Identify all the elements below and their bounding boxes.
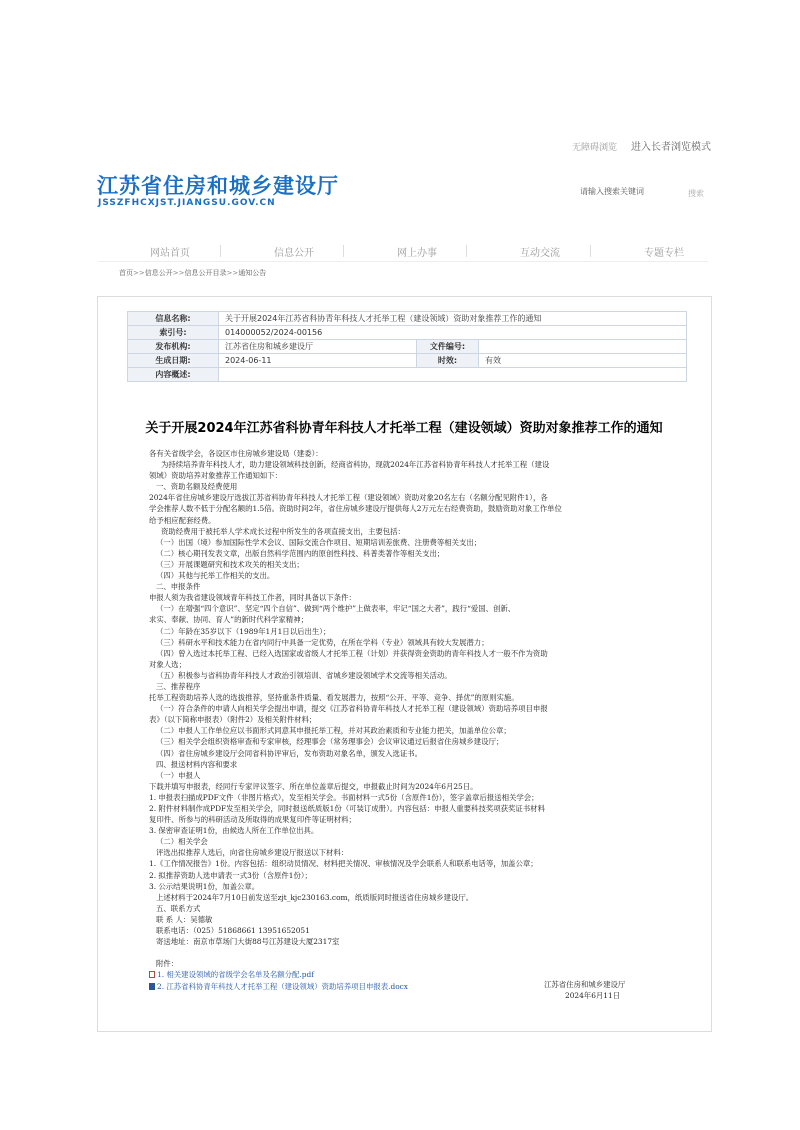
- body-line: 1.《工作情况报告》1份。内容包括：组织动员情况、材料把关情况、审核情况及学会联系人和联系电话等，加盖公章；: [149, 859, 538, 869]
- info-value-validity: 有效: [479, 354, 687, 368]
- body-line: （一）申报人: [156, 770, 201, 780]
- breadcrumb-separator: >>: [226, 269, 239, 277]
- body-line: （一）出国（境）参加国际性学术会议、国际交流合作项目、短期培训差旅费、注册费等相关支出；: [156, 537, 482, 547]
- search-input[interactable]: [580, 187, 670, 196]
- body-line: （二）年龄在35岁以下（1989年1月1日以后出生）；: [156, 626, 331, 636]
- body-line: （二）申报人工作单位应以书面形式同意其申报托举工程，并对其政治素质和专业能力把关，加盖单位公章；: [156, 726, 511, 736]
- accessibility-link[interactable]: 无障碍浏览: [572, 143, 618, 153]
- info-row-summary: [128, 368, 687, 382]
- body-line: （一）符合条件的申请人向相关学会提出申请，提交《江苏省科协青年科技人才托举工程（建设领域）资助培养项目申报: [156, 704, 548, 714]
- body-line: 评选出拟推荐人选后，向省住房城乡建设厅报送以下材料：: [156, 848, 349, 858]
- search-box: [580, 187, 720, 201]
- info-label: 生成日期:: [128, 354, 219, 368]
- nav-home[interactable]: 网站首页: [150, 248, 190, 259]
- info-value-docno: [479, 340, 687, 354]
- breadcrumb-home[interactable]: 首页: [119, 269, 133, 277]
- site-title[interactable]: 江苏省住房和城乡建设厅: [97, 174, 339, 198]
- body-line: 2. 拟推荐资助人选申请表一式3份（含原件1份）；: [149, 870, 312, 880]
- word-file-icon: [149, 983, 155, 990]
- body-line: （四）曾入选过本托举工程、已经入选国家或省级人才托举工程（计划）并获得资金资助的青年科技人才一般不作为资助: [156, 648, 548, 658]
- body-line: 下载并填写申报表，经同行专家评议签字、所在单位盖章后提交，申报截止时间为2024年6月25日。: [149, 781, 478, 791]
- info-label: 索引号:: [128, 326, 219, 340]
- main-nav: [98, 240, 708, 262]
- body-line: 托举工程资助培养人选的选拔推荐，坚持重条件质量、看发展潜力，按照“公开、平等、竞争、择优”的原则实施。: [149, 693, 519, 703]
- body-line: 3. 保密审查证明1份，由候选人所在工作单位出具。: [149, 826, 319, 836]
- info-row-date: [128, 354, 687, 368]
- info-label: 文件编号:: [417, 340, 479, 354]
- body-line: 领域）资助培养对象推荐工作通知如下：: [149, 471, 283, 481]
- breadcrumb-info-public[interactable]: 信息公开: [144, 269, 173, 277]
- info-row-index: [128, 326, 687, 340]
- body-line: 3. 公示结果说明1份，加盖公章。: [149, 881, 260, 891]
- body-line: 一、资助名额及经费使用: [156, 482, 238, 492]
- info-label: 信息名称:: [128, 312, 219, 326]
- body-line: （一）在增强“四个意识”、坚定“四个自信”、做到“两个维护”上做表率，牢记“国之大者”，践行“爱国、创新、: [156, 604, 516, 614]
- body-line: 学会推荐人数不低于分配名额的1.5倍。资助时间2年，省住房城乡建设厅提供每人2万元左右经费资助，鼓励资助对象工作单位: [149, 504, 562, 514]
- breadcrumb-separator: >>: [172, 269, 185, 277]
- info-row-publisher: [128, 340, 687, 354]
- nav-info-public[interactable]: 信息公开: [274, 248, 314, 259]
- body-line: 五、联系方式: [156, 903, 201, 913]
- attachment-name[interactable]: 2. 江苏省科协青年科技人才托举工程（建设领域）资助培养项目申报表.docx: [157, 981, 408, 991]
- info-row-name: [128, 312, 687, 326]
- body-line: 上述材料于2024年7月10日前发送至zjt_kjc230163.com，纸质版同时报送省住房城乡建设厅。: [156, 892, 474, 902]
- nav-topics[interactable]: 专题专栏: [644, 248, 684, 259]
- body-line: 表》（以下简称申报表）（附件2）及相关附件材料；: [149, 715, 317, 725]
- body-line: 2024年省住房城乡建设厅选拔江苏省科协青年科技人才托举工程（建设领域）资助对象20名左右（名额分配见附件1），各: [149, 493, 548, 503]
- info-table: [127, 311, 687, 382]
- breadcrumb-catalog[interactable]: 信息公开目录: [184, 269, 227, 277]
- site-domain: JSSZFHCXJST.JIANGSU.GOV.CN: [98, 198, 276, 208]
- nav-online-service[interactable]: 网上办事: [397, 248, 437, 259]
- body-line: 2. 附件材料制作成PDF发至相关学会，同时报送纸质版1份（可装订成册）。内容包括：申报人重要科技奖项获奖证书材料: [149, 804, 545, 813]
- body-line: 对象人选；: [149, 659, 186, 669]
- signature-date: 2024年6月11日: [565, 991, 621, 1000]
- nav-interaction[interactable]: 互动交流: [520, 248, 560, 259]
- body-line: 资助经费用于被托举人学术成长过程中所发生的各项直接支出，主要包括：: [161, 526, 405, 536]
- nav-divider: [466, 245, 467, 257]
- body-line: 联系电话：（025）51868661 13951652051: [156, 926, 310, 936]
- nav-divider: [590, 245, 591, 257]
- body-line: 复印件、所参与的科研活动及所取得的成果复印件等证明材料；: [149, 815, 356, 825]
- info-value-index: 014000052/2024-00156: [219, 326, 687, 340]
- info-value-publisher: 江苏省住房和城乡建设厅: [219, 340, 417, 354]
- info-value-date: 2024-06-11: [219, 354, 417, 368]
- document-body: [149, 448, 659, 992]
- signature-org: 江苏省住房和城乡建设厅: [544, 980, 626, 989]
- body-line: 三、推荐程序: [156, 681, 201, 691]
- body-line: （三）科研水平和技术能力在省内同行中具备一定优势，在所在学科（专业）领域具有较大发展潜力；: [156, 637, 489, 647]
- body-line: （三）相关学会组织资格审查和专家审核，经理事会（常务理事会）会议审议通过后报省住房城乡建设厅；: [156, 737, 504, 747]
- breadcrumb: [119, 268, 266, 278]
- pdf-file-icon: [149, 971, 155, 978]
- body-line: 各有关省级学会，各设区市住房城乡建设局（建委）：: [149, 449, 323, 458]
- body-line: 寄送地址：南京市草场门大街88号江苏建设大厦2317室: [156, 937, 340, 947]
- body-line: （二）核心期刊发表文章，出版自然科学范围内的原创性科技、科普类著作等相关支出；: [156, 548, 445, 558]
- body-line: （二）相关学会: [156, 837, 208, 847]
- attachment-name[interactable]: 1. 相关建设领域的省级学会名单及名额分配.pdf: [157, 970, 314, 980]
- body-line: 为持续培养青年科技人才，助力建设领域科技创新，经商省科协，现就2024年江苏省科协青年科技人才托举工程（建设: [161, 460, 550, 470]
- body-line: （五）积极参与省科协青年科技人才政治引领培训、省城乡建设领域学术交流等相关活动。: [156, 670, 452, 680]
- body-line: 给予相应配套经费。: [149, 515, 216, 525]
- body-line: （四）省住房城乡建设厅会同省科协评审后，发布资助对象名单，颁发入选证书。: [156, 748, 423, 758]
- info-label: 时效:: [417, 354, 479, 368]
- nav-divider: [220, 245, 221, 257]
- info-label: 内容概述:: [128, 368, 219, 382]
- body-line: 求实、奉献、协同、育人”的新时代科学家精神；: [149, 615, 308, 625]
- body-line: 1. 申报表扫描成PDF文件（非图片格式），发至相关学会。书面材料一式5份（含原件1份），签字盖章后报送相关学会；: [149, 792, 539, 802]
- body-line: [149, 947, 659, 958]
- document-title: 关于开展2024年江苏省科协青年科技人才托举工程（建设领域）资助对象推荐工作的通知: [145, 421, 663, 436]
- body-line: 四、报送材料内容和要求: [156, 759, 238, 769]
- info-value-summary: [219, 368, 687, 382]
- body-line: （三）开展课题研究和技术攻关的相关支出；: [156, 559, 304, 569]
- nav-divider: [343, 245, 344, 257]
- info-value-name: 关于开展2024年江苏省科协青年科技人才托举工程（建设领域）资助对象推荐工作的通知: [219, 312, 687, 326]
- top-links: [572, 138, 711, 153]
- body-line: 附件：: [156, 959, 179, 969]
- body-line: 二、申报条件: [156, 582, 201, 592]
- elder-mode-link[interactable]: 进入长者浏览模式: [631, 142, 712, 153]
- body-line: （四）其他与托举工作相关的支出。: [156, 571, 275, 581]
- body-line: 联 系 人：吴德敏: [156, 914, 213, 924]
- breadcrumb-separator: >>: [133, 269, 145, 277]
- body-line: 申报人须为我省建设领域青年科技工作者，同时具备以下条件：: [149, 593, 356, 603]
- breadcrumb-notices[interactable]: 通知公告: [238, 269, 267, 277]
- info-label: 发布机构:: [128, 340, 219, 354]
- search-button[interactable]: 搜索: [688, 189, 704, 198]
